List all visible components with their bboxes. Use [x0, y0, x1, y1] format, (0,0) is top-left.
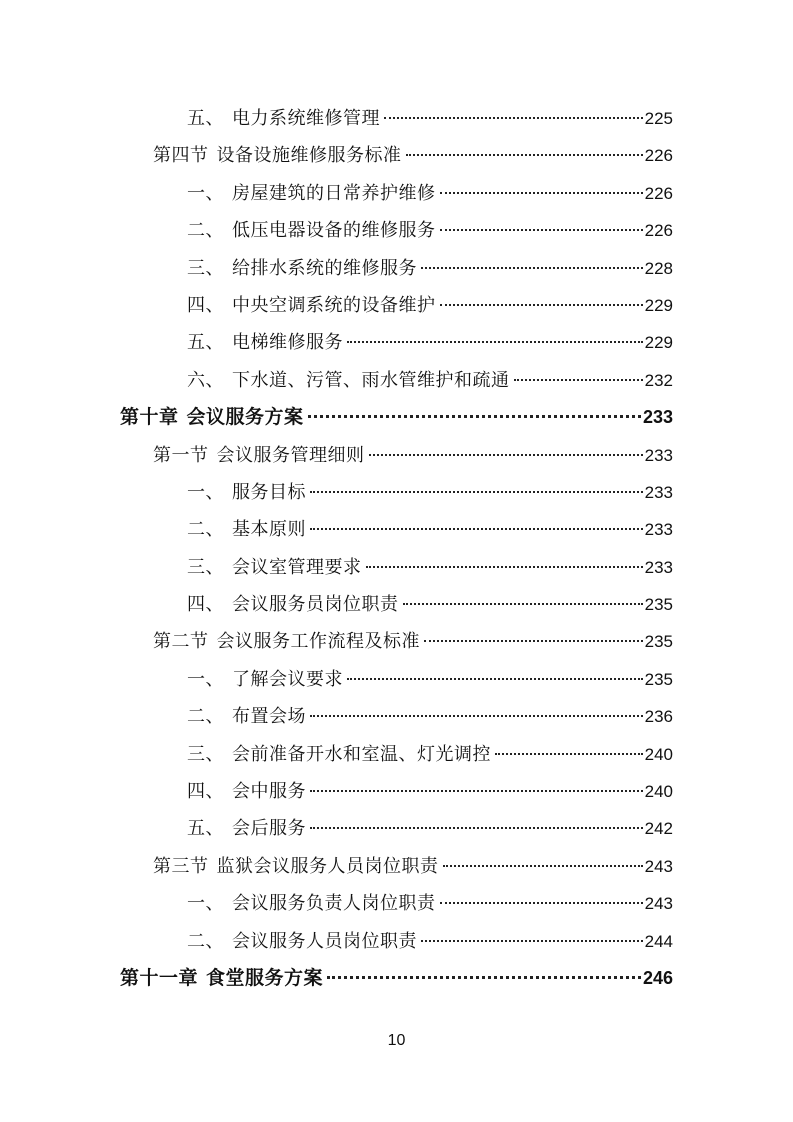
- dot-leader: [403, 603, 643, 605]
- toc-entry-page: 233: [644, 520, 673, 540]
- toc-entry-title: [153, 623, 420, 660]
- toc-subsection-entry[interactable]: [120, 212, 673, 249]
- toc-entry-page: 240: [644, 782, 673, 802]
- dot-leader: [514, 379, 643, 381]
- toc-entry-title: [187, 736, 491, 773]
- toc-entry-page: 233: [644, 557, 673, 577]
- dot-leader: [369, 454, 643, 456]
- toc-entry-title: [153, 137, 402, 174]
- dot-leader: [347, 341, 643, 343]
- toc-section-entry[interactable]: [120, 848, 673, 885]
- toc-entry-page: 233: [644, 482, 673, 502]
- toc-entry-page: 235: [644, 595, 673, 615]
- toc-subsection-entry[interactable]: [120, 661, 673, 698]
- dot-leader: [366, 566, 643, 568]
- toc-entry-page: 233: [644, 445, 673, 465]
- toc-entry-page: 236: [644, 707, 673, 727]
- toc-entry-title: [187, 324, 343, 361]
- toc-entry-text: 下水道、污管、雨水管维护和疏通: [232, 369, 510, 391]
- toc-entry-number: 一、: [187, 668, 224, 690]
- toc-entry-text: 中央空调系统的设备维护: [232, 294, 436, 316]
- toc-subsection-entry[interactable]: [120, 549, 673, 586]
- toc-entry-title: [187, 586, 399, 623]
- toc-subsection-entry[interactable]: [120, 287, 673, 324]
- toc-entry-title: [120, 960, 323, 997]
- toc-entry-text: 电梯维修服务: [232, 332, 343, 354]
- dot-leader: [347, 678, 643, 680]
- page-number: 10: [387, 1032, 406, 1049]
- toc-entry-number: 第一节: [153, 444, 209, 466]
- dot-leader: [310, 528, 643, 530]
- toc-entry-number: 二、: [187, 706, 224, 728]
- toc-chapter-entry[interactable]: [120, 399, 673, 436]
- toc-subsection-entry[interactable]: [120, 698, 673, 735]
- toc-entry-page: 243: [644, 856, 673, 876]
- toc-subsection-entry[interactable]: [120, 511, 673, 548]
- toc-section-entry[interactable]: [120, 437, 673, 474]
- toc-entry-number: 六、: [187, 369, 224, 391]
- toc-subsection-entry[interactable]: [120, 474, 673, 511]
- toc-section-entry[interactable]: [120, 137, 673, 174]
- toc-entry-page: 233: [642, 407, 673, 428]
- toc-entry-text: 布置会场: [232, 706, 306, 728]
- toc-entry-text: 电力系统维修管理: [232, 108, 380, 129]
- toc-entry-title: [187, 773, 306, 810]
- toc-entry-number: 五、: [187, 108, 224, 129]
- toc-entry-number: 一、: [187, 893, 224, 915]
- toc-subsection-entry[interactable]: [120, 810, 673, 847]
- dot-leader: [440, 902, 643, 904]
- toc-subsection-entry[interactable]: [120, 885, 673, 922]
- toc-entry-text: 设备设施维修服务标准: [216, 145, 402, 167]
- toc-entry-text: 会议服务人员岗位职责: [232, 930, 417, 952]
- toc-entry-text: 会中服务: [232, 781, 306, 803]
- dot-leader: [440, 304, 643, 306]
- toc-subsection-entry[interactable]: [120, 362, 673, 399]
- toc-entry-page: 225: [644, 109, 673, 128]
- toc-subsection-entry[interactable]: [120, 773, 673, 810]
- dot-leader: [421, 940, 643, 942]
- toc-entry-title: [120, 399, 304, 436]
- toc-entry-number: 第四节: [153, 145, 209, 167]
- dot-leader: [308, 415, 641, 418]
- dot-leader: [406, 154, 643, 156]
- toc-entry-number: 二、: [187, 930, 224, 952]
- toc-entry-number: 四、: [187, 294, 224, 316]
- toc-entry-number: 五、: [187, 332, 224, 354]
- toc-entry-page: 243: [644, 894, 673, 914]
- toc-entry-number: 四、: [187, 781, 224, 803]
- toc-entry-title: [187, 698, 306, 735]
- toc-entry-page: 246: [642, 967, 673, 988]
- toc-entry-text: 了解会议要求: [232, 668, 343, 690]
- toc-entry-text: 房屋建筑的日常养护维修: [232, 182, 436, 204]
- toc-subsection-entry[interactable]: [120, 586, 673, 623]
- toc-entry-title: [187, 362, 510, 399]
- toc-subsection-entry[interactable]: [120, 100, 673, 137]
- toc-entry-text: 低压电器设备的维修服务: [232, 220, 436, 242]
- toc-entry-number: 第二节: [153, 631, 209, 653]
- toc-entry-text: 会议服务方案: [186, 406, 304, 429]
- toc-entry-title: [187, 100, 380, 137]
- toc-entry-title: [187, 661, 343, 698]
- dot-leader: [310, 827, 643, 829]
- toc-entry-page: 226: [644, 221, 673, 241]
- toc-subsection-entry[interactable]: [120, 324, 673, 361]
- dot-leader: [421, 267, 643, 269]
- toc-entry-page: 228: [644, 258, 673, 278]
- toc-entry-page: 229: [644, 333, 673, 353]
- toc-entry-text: 会前准备开水和室温、灯光调控: [232, 743, 491, 765]
- toc-entry-page: 226: [644, 183, 673, 203]
- toc-entry-page: 226: [644, 146, 673, 166]
- toc-entry-page: 235: [644, 669, 673, 689]
- toc-entry-number: 三、: [187, 556, 224, 578]
- toc-entry-text: 服务目标: [232, 481, 306, 503]
- toc-entry-page: 235: [644, 632, 673, 652]
- toc-entry-title: [187, 474, 306, 511]
- toc-entry-number: 二、: [187, 220, 224, 242]
- dot-leader: [424, 640, 643, 642]
- toc-entry-title: [187, 885, 436, 922]
- toc-entry-text: 会议服务负责人岗位职责: [232, 893, 436, 915]
- toc-entry-text: 给排水系统的维修服务: [232, 257, 417, 279]
- toc-subsection-entry[interactable]: [120, 175, 673, 212]
- toc-entry-number: 一、: [187, 182, 224, 204]
- toc-entry-number: 第十一章: [120, 966, 199, 989]
- toc-entry-text: 基本原则: [232, 519, 306, 541]
- toc-entry-page: 232: [644, 370, 673, 390]
- toc-entry-title: [153, 848, 439, 885]
- toc-subsection-entry[interactable]: [120, 736, 673, 773]
- toc-entry-title: [153, 437, 365, 474]
- toc-entry-text: 会议服务员岗位职责: [232, 594, 399, 616]
- toc-entry-number: 三、: [187, 743, 224, 765]
- toc-subsection-entry[interactable]: [120, 923, 673, 960]
- toc-entry-page: 229: [644, 295, 673, 315]
- toc-subsection-entry[interactable]: [120, 250, 673, 287]
- toc-entry-number: 一、: [187, 481, 224, 503]
- dot-leader: [443, 865, 643, 867]
- toc-entry-page: 240: [644, 744, 673, 764]
- toc-entry-number: 第三节: [153, 855, 209, 877]
- dot-leader: [384, 117, 643, 119]
- dot-leader: [327, 976, 641, 979]
- toc-chapter-entry[interactable]: [120, 960, 673, 997]
- toc-entry-title: [187, 810, 306, 847]
- dot-leader: [440, 229, 643, 231]
- toc-entry-text: 食堂服务方案: [206, 966, 324, 989]
- dot-leader: [440, 192, 643, 194]
- toc-entry-text: 会议服务管理细则: [216, 444, 365, 466]
- toc-entry-title: [187, 287, 436, 324]
- toc-entry-title: [187, 212, 436, 249]
- toc-entry-number: 四、: [187, 594, 224, 616]
- toc-entry-page: 244: [644, 931, 673, 951]
- toc-entry-title: [187, 923, 417, 960]
- dot-leader: [310, 790, 643, 792]
- toc-entry-title: [187, 175, 436, 212]
- toc-entry-text: 会议服务工作流程及标准: [216, 631, 420, 653]
- toc-entry-title: [187, 511, 306, 548]
- table-of-contents: [120, 100, 673, 997]
- toc-entry-number: 二、: [187, 519, 224, 541]
- toc-entry-number: 三、: [187, 257, 224, 279]
- toc-entry-text: 监狱会议服务人员岗位职责: [216, 855, 439, 877]
- toc-entry-number: 五、: [187, 818, 224, 840]
- toc-entry-title: [187, 549, 362, 586]
- toc-section-entry[interactable]: [120, 623, 673, 660]
- dot-leader: [310, 715, 643, 717]
- toc-entry-number: 第十章: [120, 406, 179, 429]
- toc-entry-text: 会议室管理要求: [232, 556, 362, 578]
- dot-leader: [310, 491, 643, 493]
- toc-entry-title: [187, 250, 417, 287]
- dot-leader: [495, 753, 643, 755]
- toc-entry-page: 242: [644, 819, 673, 839]
- toc-entry-text: 会后服务: [232, 818, 306, 840]
